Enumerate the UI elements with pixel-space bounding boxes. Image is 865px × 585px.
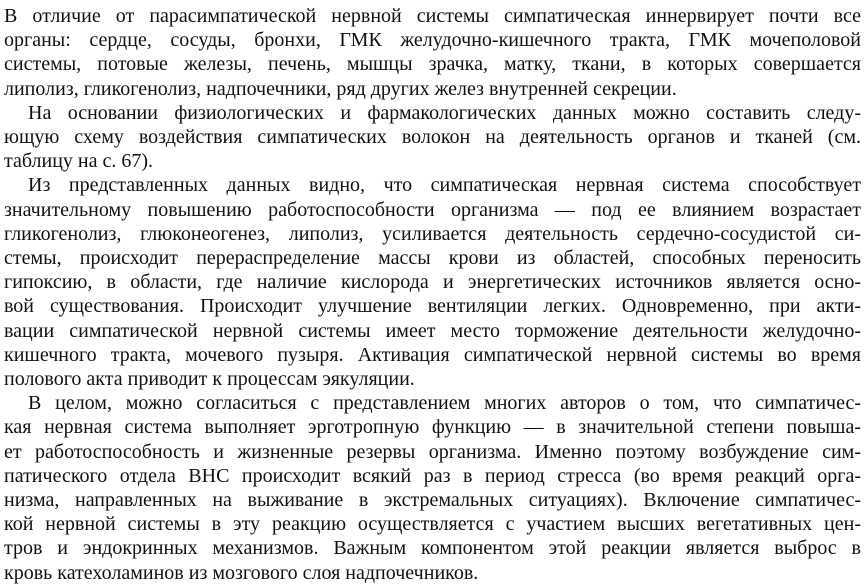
paragraph-4 xyxy=(4,391,861,585)
text-line: значительному повышению работоспособности организма — под ее влиянием возрастает xyxy=(4,198,861,221)
text-line: кой нервной системы в эту реакцию осуществляется с участием высших вегетативных цен- xyxy=(4,513,861,536)
text-line: ет работоспособность и жизненные резервы организма. Именно поэтому возбуждение сим- xyxy=(4,440,861,463)
text-line: В отличие от парасимпатической нервной системы симпатическая иннервирует почти все xyxy=(4,5,861,27)
text-line: низма, направленных на выживание в экстремальных ситуациях). Включение симпатичес- xyxy=(4,489,861,512)
text-line: полового акта приводит к процессам эякуляции. xyxy=(4,368,415,391)
text-line: липолиз, гликогенолиз, надпочечники, ряд других желез внутренней секреции. xyxy=(4,77,677,100)
paragraph-2 xyxy=(4,101,861,174)
text-line: органы: сердце, сосуды, бронхи, ГМК желудочно-кишечного тракта, ГМК мочеполовой xyxy=(4,29,861,52)
text-line: тров и эндокринных механизмов. Важным компонентом этой реакции является выброс в xyxy=(4,537,861,560)
text-line: кая нервная система выполняет эрготропную функцию — в значительной степени повыша- xyxy=(4,416,861,439)
text-line: ющую схему воздействия симпатических волокон на деятельность органов и тканей (см. xyxy=(4,126,861,149)
text-line: таблицу на с. 67). xyxy=(4,150,154,173)
text-line: стемы, происходит перераспределение массы крови из областей, способных переносить xyxy=(4,247,861,270)
text-line: системы, потовые железы, печень, мышцы зрачка, матку, ткани, в которых совершается xyxy=(4,53,861,76)
text-line: В целом, можно согласиться с представлением многих авторов о том, что симпатичес- xyxy=(28,392,861,415)
text-line: кишечного тракта, мочевого пузыря. Активация симпатической нервной системы во время xyxy=(4,343,861,366)
text-line: Из представленных данных видно, что симпатическая нервная система способствует xyxy=(28,174,861,197)
text-line: патического отдела ВНС происходит всякий раз в период стресса (во время реакций орга- xyxy=(4,464,861,487)
paragraph-1 xyxy=(4,4,861,101)
text-line: вой существования. Происходит улучшение вентиляции легких. Одновременно, при акти- xyxy=(4,295,861,318)
text-line: гипоксию, в области, где наличие кислорода и энергетических источников является осно- xyxy=(4,271,861,294)
text-line: гликогенолиз, глюконеогенез, липолиз, усиливается деятельность сердечно-сосудистой си- xyxy=(4,222,861,245)
text-line: На основании физиологических и фармакологических данных можно составить следу- xyxy=(28,101,861,124)
text-line: вации симпатической нервной системы имеет место торможение деятельности желудочно- xyxy=(4,319,861,342)
text-line: кровь катехоламинов из мозгового слоя надпочечников. xyxy=(4,561,479,584)
paragraph-3 xyxy=(4,173,861,391)
